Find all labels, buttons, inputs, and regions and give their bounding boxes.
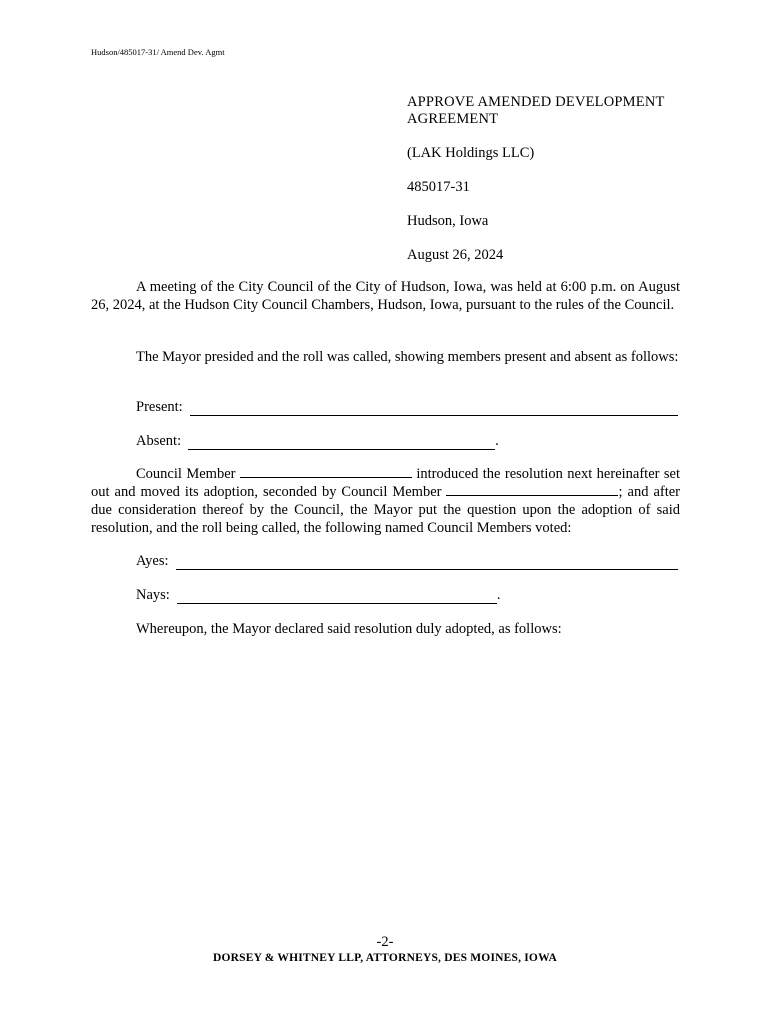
intro-part-2: introduced the resolution next hereinafter set out and moved its adoption, seconded by Council Member xyxy=(91,466,680,500)
absent-row xyxy=(136,432,499,450)
party-name: (LAK Holdings LLC) xyxy=(407,145,535,161)
title-line-2: AGREEMENT xyxy=(407,111,499,127)
ayes-blank[interactable] xyxy=(176,555,678,570)
roll-call-paragraph: The Mayor presided and the roll was called, showing members present and absent as follows: xyxy=(136,349,679,365)
ayes-row xyxy=(136,552,678,570)
present-label: Present: xyxy=(136,399,183,415)
resolution-intro-paragraph xyxy=(91,465,680,537)
meeting-date: August 26, 2024 xyxy=(407,247,504,263)
absent-blank[interactable] xyxy=(188,435,495,450)
seconding-member-blank[interactable] xyxy=(446,483,618,496)
document-caption xyxy=(407,94,687,281)
meeting-location: Hudson, Iowa xyxy=(407,213,489,229)
whereupon-paragraph: Whereupon, the Mayor declared said resolution duly adopted, as follows: xyxy=(136,621,562,637)
introducing-member-blank[interactable] xyxy=(240,465,412,478)
document-reference: Hudson/485017-31/ Amend Dev. Agmt xyxy=(91,47,225,57)
nays-period: . xyxy=(496,587,501,603)
document-title xyxy=(407,94,687,128)
nays-label: Nays: xyxy=(136,587,170,603)
firm-footer: DORSEY & WHITNEY LLP, ATTORNEYS, DES MOINES, IOWA xyxy=(212,952,558,964)
title-line-1: APPROVE AMENDED DEVELOPMENT xyxy=(407,94,665,110)
intro-part-3: ; and after due consideration thereof by the Council, the Mayor put the question upon the adoption of said resolution, and the roll being called, the following named Council Members voted: xyxy=(91,484,681,536)
nays-blank[interactable] xyxy=(177,589,497,604)
meeting-paragraph: A meeting of the City Council of the City of Hudson, Iowa, was held at 6:00 p.m. on August 26, 2024, at the Hudson City Council Chambers, Hudson, Iowa, pursuant to the rules of the Council. xyxy=(91,279,680,313)
file-number: 485017-31 xyxy=(407,179,470,195)
present-row xyxy=(136,398,678,416)
absent-period: . xyxy=(495,433,499,449)
intro-part-1: Council Member xyxy=(136,466,236,482)
nays-row xyxy=(136,586,500,604)
absent-label: Absent: xyxy=(136,433,182,449)
page-number: -2- xyxy=(376,934,394,950)
ayes-label: Ayes: xyxy=(136,553,169,569)
present-blank[interactable] xyxy=(190,401,678,416)
